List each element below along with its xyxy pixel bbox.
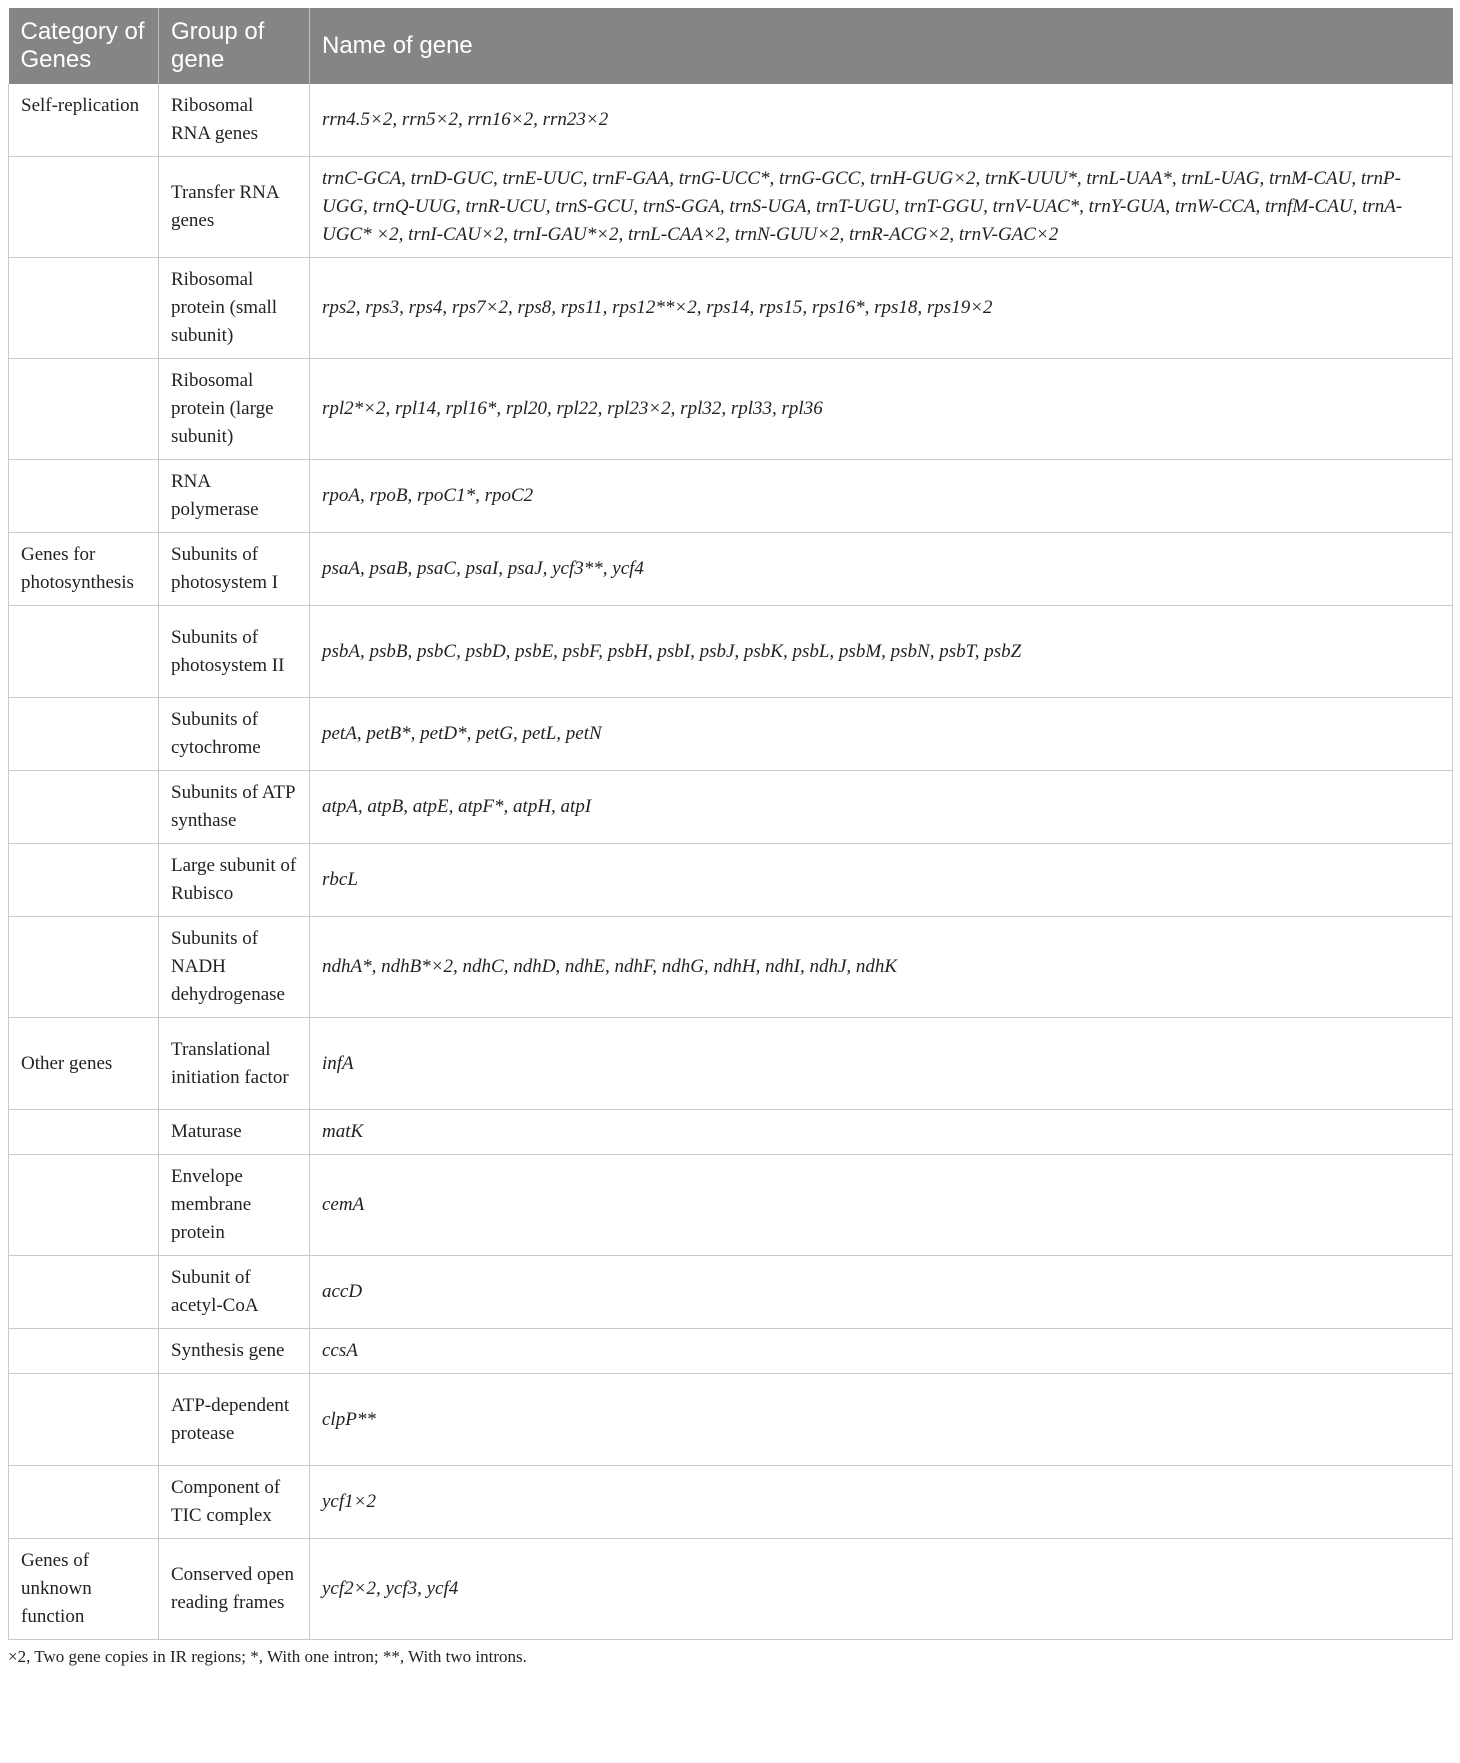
group-cell: Conserved open reading frames xyxy=(159,1539,310,1640)
category-cell xyxy=(9,1466,159,1539)
category-cell xyxy=(9,917,159,1018)
group-cell: Synthesis gene xyxy=(159,1329,310,1374)
gene-names-cell: infA xyxy=(310,1018,1453,1110)
group-cell: Transfer RNA genes xyxy=(159,157,310,258)
table-row xyxy=(9,1155,1453,1256)
category-cell xyxy=(9,258,159,359)
group-cell: Subunits of cytochrome xyxy=(159,698,310,771)
gene-names-cell: psaA, psaB, psaC, psaI, psaJ, ycf3**, ycf4 xyxy=(310,533,1453,606)
category-cell xyxy=(9,1329,159,1374)
gene-names-cell: rps2, rps3, rps4, rps7×2, rps8, rps11, rps12**×2, rps14, rps15, rps16*, rps18, rps19×2 xyxy=(310,258,1453,359)
table-row xyxy=(9,157,1453,258)
gene-names-cell: ccsA xyxy=(310,1329,1453,1374)
gene-names-cell: rrn4.5×2, rrn5×2, rrn16×2, rrn23×2 xyxy=(310,84,1453,157)
table-row xyxy=(9,1374,1453,1466)
group-cell: Subunits of ATP synthase xyxy=(159,771,310,844)
category-cell: Genes of unknown function xyxy=(9,1539,159,1640)
table-footnote: ×2, Two gene copies in IR regions; *, With one intron; **, With two introns. xyxy=(8,1647,527,1666)
gene-names-cell: ycf2×2, ycf3, ycf4 xyxy=(310,1539,1453,1640)
category-cell xyxy=(9,1374,159,1466)
group-cell: Component of TIC complex xyxy=(159,1466,310,1539)
category-cell: Self-replication xyxy=(9,84,159,157)
table-row xyxy=(9,84,1453,157)
gene-names-cell: clpP** xyxy=(310,1374,1453,1466)
gene-names-cell: trnC-GCA, trnD-GUC, trnE-UUC, trnF-GAA, trnG-UCC*, trnG-GCC, trnH-GUG×2, trnK-UUU*, trnL-UAA*, trnL-UAG, trnM-CAU, trnP-UGG, trnQ-UUG, trnR-UCU, trnS-GCU, trnS-GGA, trnS-UGA, trnT-UGU, trnT-GGU, trnV-UAC*, trnY-GUA, trnW-CCA, trnfM-CAU, trnA-UGC* ×2, trnI-CAU×2, trnI-GAU*×2, trnL-CAA×2, trnN-GUU×2, trnR-ACG×2, trnV-GAC×2 xyxy=(310,157,1453,258)
gene-names-cell: rpl2*×2, rpl14, rpl16*, rpl20, rpl22, rpl23×2, rpl32, rpl33, rpl36 xyxy=(310,359,1453,460)
table-row xyxy=(9,1466,1453,1539)
category-cell: Other genes xyxy=(9,1018,159,1110)
gene-names-cell: ndhA*, ndhB*×2, ndhC, ndhD, ndhE, ndhF, ndhG, ndhH, ndhI, ndhJ, ndhK xyxy=(310,917,1453,1018)
group-cell: Subunits of photosystem I xyxy=(159,533,310,606)
group-cell: Subunits of NADH dehydrogenase xyxy=(159,917,310,1018)
category-cell xyxy=(9,1256,159,1329)
table-row xyxy=(9,698,1453,771)
category-cell xyxy=(9,1155,159,1256)
group-cell: ATP-dependent protease xyxy=(159,1374,310,1466)
group-cell: Ribosomal RNA genes xyxy=(159,84,310,157)
group-cell: Maturase xyxy=(159,1110,310,1155)
table-header-row xyxy=(9,8,1453,84)
header-group: Group of gene xyxy=(159,8,310,84)
category-cell xyxy=(9,157,159,258)
table-row xyxy=(9,606,1453,698)
category-cell xyxy=(9,1110,159,1155)
gene-names-cell: rbcL xyxy=(310,844,1453,917)
group-cell: Large subunit of Rubisco xyxy=(159,844,310,917)
gene-names-cell: rpoA, rpoB, rpoC1*, rpoC2 xyxy=(310,460,1453,533)
header-category: Category of Genes xyxy=(9,8,159,84)
group-cell: RNA polymerase xyxy=(159,460,310,533)
group-cell: Envelope membrane protein xyxy=(159,1155,310,1256)
gene-names-cell: ycf1×2 xyxy=(310,1466,1453,1539)
table-row xyxy=(9,460,1453,533)
gene-table xyxy=(8,8,1453,1640)
category-cell: Genes for photosynthesis xyxy=(9,533,159,606)
gene-table-container xyxy=(8,8,1452,1668)
category-cell xyxy=(9,359,159,460)
category-cell xyxy=(9,844,159,917)
table-row xyxy=(9,359,1453,460)
gene-names-cell: petA, petB*, petD*, petG, petL, petN xyxy=(310,698,1453,771)
gene-names-cell: accD xyxy=(310,1256,1453,1329)
table-row xyxy=(9,917,1453,1018)
group-cell: Ribosomal protein (large subunit) xyxy=(159,359,310,460)
gene-names-cell: psbA, psbB, psbC, psbD, psbE, psbF, psbH, psbI, psbJ, psbK, psbL, psbM, psbN, psbT, psbZ xyxy=(310,606,1453,698)
table-row xyxy=(9,1018,1453,1110)
group-cell: Ribosomal protein (small subunit) xyxy=(159,258,310,359)
table-row xyxy=(9,844,1453,917)
table-row xyxy=(9,258,1453,359)
category-cell xyxy=(9,606,159,698)
category-cell xyxy=(9,698,159,771)
group-cell: Subunit of acetyl-CoA xyxy=(159,1256,310,1329)
header-gene-names: Name of gene xyxy=(310,8,1453,84)
category-cell xyxy=(9,460,159,533)
table-row xyxy=(9,1256,1453,1329)
gene-names-cell: atpA, atpB, atpE, atpF*, atpH, atpI xyxy=(310,771,1453,844)
gene-names-cell: matK xyxy=(310,1110,1453,1155)
category-cell xyxy=(9,771,159,844)
table-row xyxy=(9,1539,1453,1640)
group-cell: Translational initiation factor xyxy=(159,1018,310,1110)
table-row xyxy=(9,1110,1453,1155)
table-row xyxy=(9,771,1453,844)
table-row xyxy=(9,1329,1453,1374)
table-row xyxy=(9,533,1453,606)
gene-names-cell: cemA xyxy=(310,1155,1453,1256)
table-body xyxy=(9,84,1453,1640)
group-cell: Subunits of photosystem II xyxy=(159,606,310,698)
